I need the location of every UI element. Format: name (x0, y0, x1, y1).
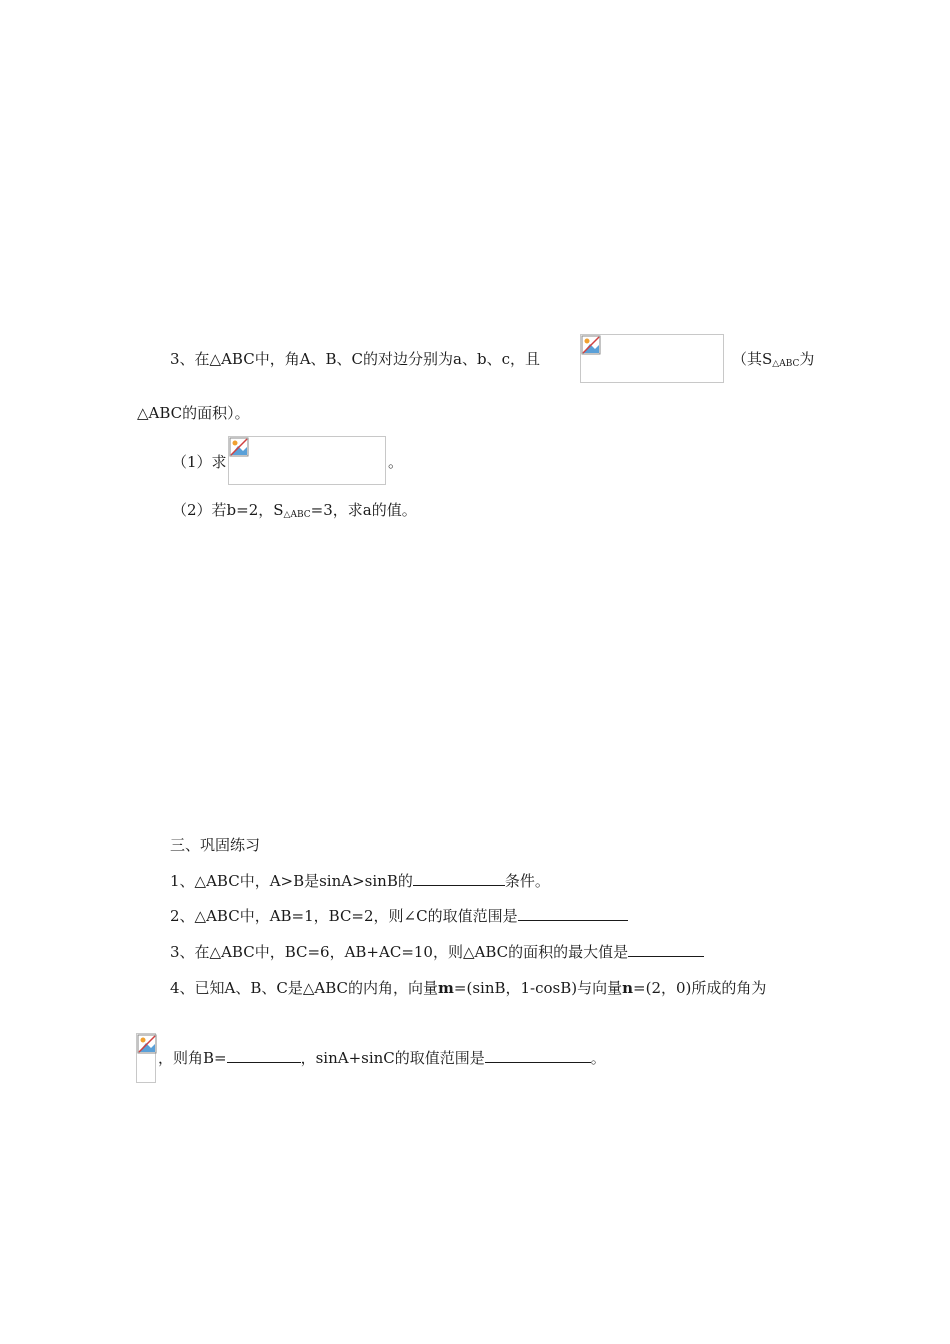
question-2 (170, 906, 628, 926)
q4-line2-text-c: 。 (590, 1049, 606, 1067)
formula-image-2 (228, 436, 386, 485)
question-4-line2 (158, 1048, 606, 1068)
q4-text-b: =(sinB，1-cosB)与向量 (453, 979, 623, 997)
q4-text-c: =(2，0)所成的角为 (633, 979, 767, 997)
q3-text: 3、在△ABC中，BC=6，AB+AC=10，则△ABC的面积的最大值是 (170, 943, 629, 961)
problem3-line1-tail (732, 349, 814, 374)
problem3-line2-text: △ABC的面积）。 (137, 404, 250, 422)
part1-label: （1）求 (172, 453, 227, 471)
broken-image-icon (229, 437, 249, 457)
problem3-part2 (172, 500, 417, 525)
formula-image-1 (580, 334, 724, 383)
q1-tail: 条件。 (504, 872, 550, 890)
part2-text-a: （2）若b=2，S (172, 501, 284, 519)
tail-text-b: 为 (799, 350, 815, 368)
problem3-line1 (170, 349, 540, 369)
broken-image-icon (581, 335, 601, 355)
broken-image-icon (137, 1034, 157, 1054)
answer-blank[interactable] (227, 1048, 301, 1063)
formula-image-3 (136, 1033, 156, 1083)
part1-end (388, 452, 403, 472)
question-4 (170, 978, 766, 998)
q4-line2-text-b: ，sinA+sinC的取值范围是 (300, 1049, 485, 1067)
answer-blank[interactable] (518, 906, 628, 921)
problem3-text: 3、在△ABC中，角A、B、C的对边分别为a、b、c，且 (170, 350, 540, 368)
q2-text: 2、△ABC中，AB=1，BC=2，则∠C的取值范围是 (170, 907, 518, 925)
question-1 (170, 871, 550, 891)
q4-text-a: 4、已知A、B、C是△ABC的内角，向量 (170, 979, 439, 997)
q1-text: 1、△ABC中，A>B是sinA>sinB的 (170, 872, 413, 890)
part2-sub: △ABC (283, 510, 311, 520)
tail-text-a: （其S (732, 350, 773, 368)
answer-blank[interactable] (485, 1048, 591, 1063)
part2-text-b: =3，求a的值。 (310, 501, 417, 519)
vector-m: m (438, 979, 454, 997)
tail-sub: △ABC (772, 359, 800, 369)
answer-blank[interactable] (628, 942, 704, 957)
part1-end-text: 。 (388, 453, 404, 471)
section-heading-text: 三、巩固练习 (170, 836, 261, 854)
vector-n: n (622, 979, 634, 997)
problem3-part1 (172, 452, 227, 472)
q4-line2-text-a: ，则角B= (158, 1049, 227, 1067)
answer-blank[interactable] (413, 871, 505, 886)
question-3 (170, 942, 704, 962)
problem3-line2 (137, 403, 250, 423)
section-heading (170, 835, 260, 855)
